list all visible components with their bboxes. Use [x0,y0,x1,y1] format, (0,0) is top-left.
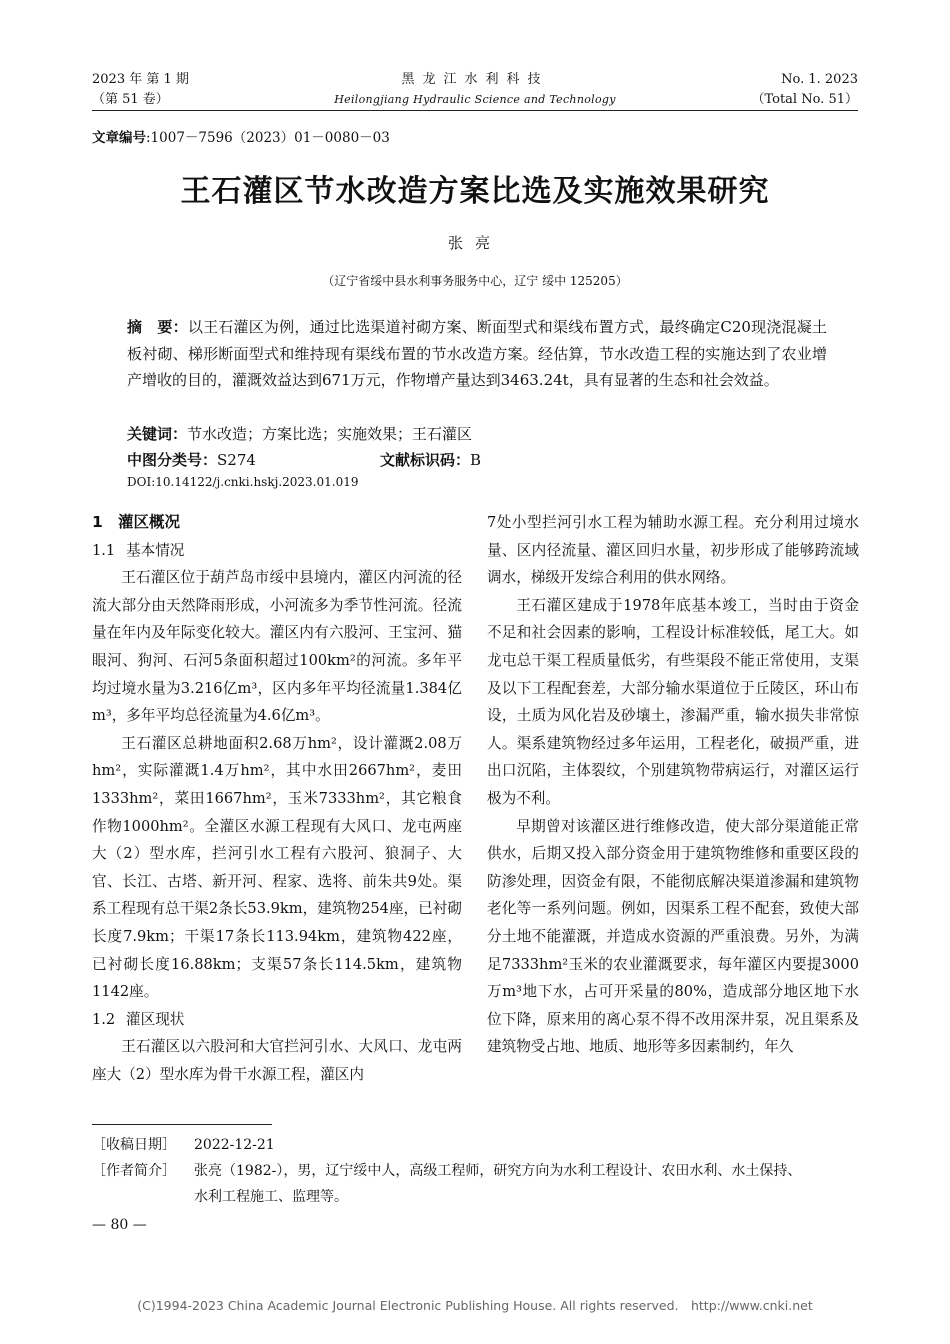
subsection-heading [92,1006,462,1034]
header-issue-line1: 2023 年 第 1 期 [92,72,189,87]
journal-name-en: Heilongjiang Hydraulic Science and Technology [334,93,616,106]
body-column-left [92,509,462,1088]
doi: DOI:10.14122/j.cnki.hskj.2023.01.019 [127,475,359,489]
header-volume-line2: （Total No. 51） [751,92,858,107]
paragraph: 王石灌区总耕地面积2.68万hm²，设计灌溉2.08万hm²，实际灌溉1.4万hm²，其中水田2667hm²，麦田1333hm²，菜田1667hm²，玉米7333hm²，其它粮食作物1000hm²。全灌区水源工程现有大风口、龙屯两座大（2）型水库，拦河引水工程有六股河、狼洞子、大官、长江、古塔、新开河、程家、选将、前朱共9处。渠系工程现有总干渠2条长53.9km，建筑物254座，已衬砌长度7.9km；干渠17条长113.94km，建筑物422座，已衬砌长度16.88km；支渠57条长114.5km，建筑物1142座。 [92,734,462,1001]
clc-value: S274 [217,451,256,469]
header-issue [92,70,189,110]
subsection-heading [92,537,462,565]
article-id [92,126,390,146]
doc-code-value: B [470,451,482,469]
copyright-watermark: (C)1994-2023 China Academic Journal Electronic Publishing House. All rights reserved. http://www.cnki.net [137,1298,813,1313]
subsection-number: 1.2 [92,1010,116,1028]
header-divider [92,110,858,111]
keywords-label: 关键词： [127,425,188,443]
abstract-label: 摘 要： [127,318,188,336]
section-heading [92,509,462,537]
header-volume-line1: No. 1. 2023 [781,72,858,87]
received-value: 2022-12-21 [194,1137,275,1153]
paragraph: 早期曾对该灌区进行维修改造，使大部分渠道能正常供水，后期又投入部分资金用于建筑物维修和重要区段的防渗处理，因资金有限，不能彻底解决渠道渗漏和建筑物老化等一系列问题。例如，因渠系工程不配套，致使大部分土地不能灌溉，并造成水资源的严重浪费。另外，为满足7333hm²玉米的农业灌溉要求，每年灌区内要提3000万m³地下水，占可开采量的80%，造成部分地区地下水位下降，原来用的离心泵不得不改用深井泵，况且渠系及建筑物受占地、地质、地形等多因素制约，年久 [487,817,859,1056]
keywords [127,423,472,444]
author-affiliation: （辽宁省绥中县水利事务服务中心，辽宁 绥中 125205） [322,274,628,288]
abstract-text: 以王石灌区为例，通过比选渠道衬砌方案、断面型式和渠线布置方式，最终确定C20现浇混凝土板衬砌、梯形断面型式和维持现有渠线布置的节水改造方案。经估算，节水改造工程的实施达到了农业增产增收的目的，灌溉效益达到671万元，作物增产量达到3463.24t，具有显著的生态和社会效益。 [127,318,827,389]
received-date [92,1132,867,1158]
clc-number [127,449,256,470]
subsection-title: 灌区现状 [126,1010,185,1028]
journal-name-cn: 黑龙江水利科技 [401,72,549,87]
abstract [127,314,827,394]
body-column-right [487,509,859,1061]
author-bio-label: ［作者简介］ [92,1163,176,1179]
footnote-divider [92,1124,272,1125]
keywords-text: 节水改造；方案比选；实施效果；王石灌区 [187,425,473,443]
paragraph: 7处小型拦河引水工程为辅助水源工程。充分利用过境水量、区内径流量、灌区回归水量，初步形成了能够跨流域调水，梯级开发综合利用的供水网络。 [487,514,859,587]
subsection-number: 1.1 [92,541,116,559]
header-journal [300,70,650,110]
paragraph: 王石灌区以六股河和大官拦河引水、大风口、龙屯两座大（2）型水库为骨干水源工程，灌区内 [92,1038,462,1083]
subsection-title: 基本情况 [126,541,185,559]
page-number: — 80 — [92,1217,147,1233]
section-title: 灌区概况 [118,513,181,531]
footnote [92,1132,867,1210]
paragraph: 王石灌区建成于1978年底基本竣工，当时由于资金不足和社会因素的影响，工程设计标准较低，尾工大。如龙屯总干渠工程质量低劣，有些渠段不能正常使用，支渠及以下工程配套差，大部分输水渠道位于丘陵区，环山布设，土质为风化岩及砂壤土，渗漏严重，输水损失非常惊人。渠系建筑物经过多年运用，工程老化，破损严重，进出口沉陷，主体裂纹，个别建筑物带病运行，对灌区运行极为不利。 [487,596,859,807]
paper-title: 王石灌区节水改造方案比选及实施效果研究 [180,174,770,209]
received-label: ［收稿日期］ [92,1137,176,1153]
clc-label: 中图分类号： [127,451,218,469]
author-bio-line2: 水利工程施工、监理等。 [194,1189,348,1205]
paragraph: 王石灌区位于葫芦岛市绥中县境内，灌区内河流的径流大部分由天然降雨形成，小河流多为季节性河流。径流量在年内及年际变化较大。灌区内有六股河、王宝河、猫眼河、狗河、石河5条面积超过100km²的河流。多年平均过境水量为3.216亿m³，区内多年平均径流量1.384亿m³，多年平均总径流量为4.6亿m³。 [92,569,462,725]
article-id-label: 文章编号 [92,130,146,146]
header-volume [751,70,858,110]
section-number: 1 [92,513,103,531]
doc-code-label: 文献标识码： [380,451,471,469]
author-bio-line1: 张亮（1982-），男，辽宁绥中人，高级工程师，研究方向为水利工程设计、农田水利、水土保持、 [194,1163,802,1179]
header-issue-line2: （第 51 卷） [92,92,169,107]
author-bio [92,1158,867,1184]
article-id-value: :1007－7596（2023）01－0080－03 [146,130,390,146]
author-name: 张亮 [447,234,502,252]
document-code [380,449,481,470]
